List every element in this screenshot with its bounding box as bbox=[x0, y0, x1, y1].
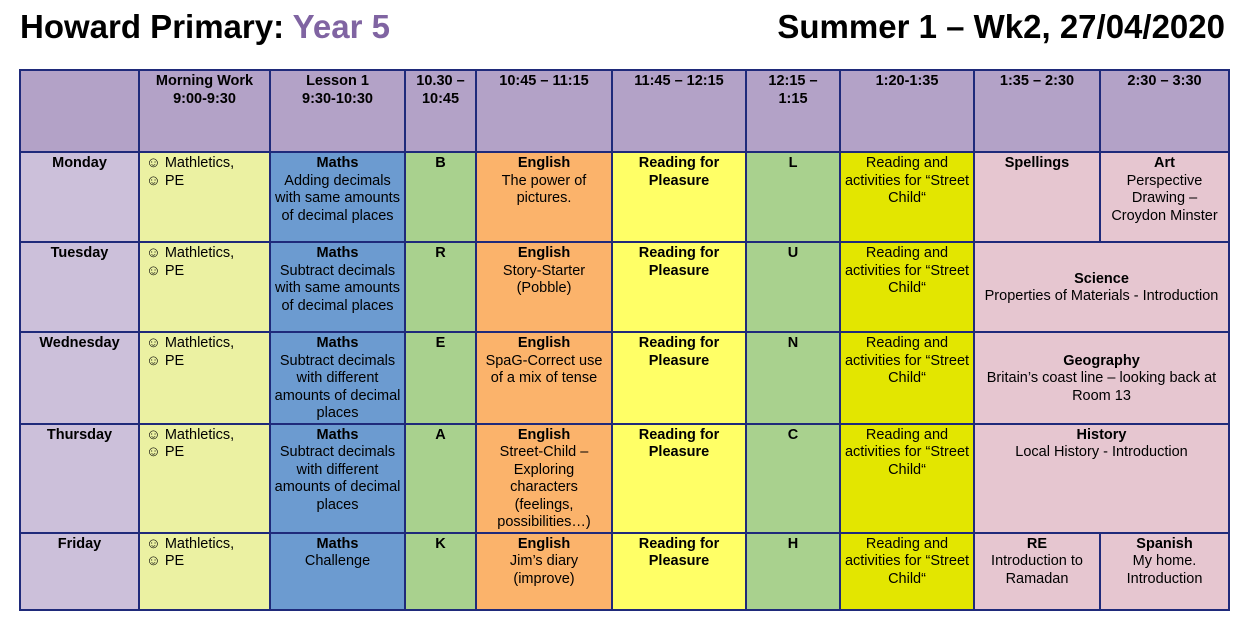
morning-work-cell bbox=[139, 332, 270, 424]
science-title: Science bbox=[1074, 270, 1129, 287]
english-body: Story-Starter (Pobble) bbox=[502, 262, 586, 296]
day-label: Thursday bbox=[20, 424, 139, 533]
day-label: Wednesday bbox=[20, 332, 139, 424]
english-body: SpaG-Correct use of a mix of tense bbox=[485, 352, 603, 386]
maths-body: Subtract decimals with different amounts of decimal places bbox=[274, 352, 401, 421]
col-header-lesson1 bbox=[270, 70, 405, 152]
break-cell: K bbox=[405, 533, 476, 610]
street-child-cell: Reading and activities for “Street Child“ bbox=[840, 152, 974, 242]
english-title: English bbox=[517, 335, 571, 351]
maths-title: Maths bbox=[316, 335, 359, 351]
timetable bbox=[19, 69, 1230, 611]
page-title bbox=[20, 8, 390, 46]
maths-cell bbox=[270, 242, 405, 332]
col-header-label: Morning Work 9:00-9:30 bbox=[155, 73, 254, 107]
maths-title: Maths bbox=[316, 155, 359, 171]
day-label: Tuesday bbox=[20, 242, 139, 332]
re-body: Introduction to Ramadan bbox=[991, 553, 1083, 587]
english-title: English bbox=[517, 535, 571, 552]
spellings-cell bbox=[974, 152, 1100, 242]
col-header-230 bbox=[1100, 70, 1229, 152]
lunch-cell: U bbox=[746, 242, 840, 332]
reading-cell: Reading for Pleasure bbox=[612, 332, 746, 424]
col-header-label: 1:35 – 2:30 bbox=[999, 73, 1075, 89]
morning-work-text: ☺ Mathletics, ☺ PE bbox=[146, 535, 235, 569]
break-cell: A bbox=[405, 424, 476, 533]
geography-cell bbox=[974, 332, 1229, 424]
art-title: Art bbox=[1154, 155, 1175, 171]
lunch-cell: L bbox=[746, 152, 840, 242]
col-header-label: 10:45 – 11:15 bbox=[499, 73, 589, 89]
english-title: English bbox=[517, 245, 571, 261]
row-monday bbox=[20, 152, 1229, 242]
morning-work-text: ☺ Mathletics, ☺ PE bbox=[146, 245, 235, 279]
term-week-date: Summer 1 – Wk2, 27/04/2020 bbox=[777, 8, 1225, 45]
row-friday bbox=[20, 533, 1229, 610]
maths-cell bbox=[270, 152, 405, 242]
maths-title: Maths bbox=[316, 426, 359, 443]
col-header-label: 11:45 – 12:15 bbox=[634, 73, 724, 89]
maths-body: Challenge bbox=[304, 553, 371, 569]
reading-cell: Reading for Pleasure bbox=[612, 152, 746, 242]
english-body: Jim’s diary (improve) bbox=[509, 553, 579, 587]
col-header-morning bbox=[139, 70, 270, 152]
geography-title: Geography bbox=[1063, 352, 1140, 369]
col-header-label: 10.30 – 10:45 bbox=[416, 73, 465, 107]
maths-cell bbox=[270, 424, 405, 533]
history-title: History bbox=[1076, 426, 1127, 443]
english-body: The power of pictures. bbox=[501, 172, 587, 206]
morning-work-cell bbox=[139, 242, 270, 332]
row-tuesday bbox=[20, 242, 1229, 332]
morning-work-text: ☺ Mathletics, ☺ PE bbox=[146, 155, 235, 189]
lunch-cell: C bbox=[746, 424, 840, 533]
history-cell bbox=[974, 424, 1229, 533]
spanish-body: My home. Introduction bbox=[1126, 553, 1203, 587]
history-body: Local History - Introduction bbox=[1015, 444, 1188, 460]
school-name: Howard Primary: bbox=[20, 8, 285, 45]
art-cell bbox=[1100, 152, 1229, 242]
maths-title: Maths bbox=[316, 245, 359, 261]
spanish-cell bbox=[1100, 533, 1229, 610]
reading-cell: Reading for Pleasure bbox=[612, 242, 746, 332]
english-cell bbox=[476, 533, 612, 610]
street-child-cell: Reading and activities for “Street Child“ bbox=[840, 242, 974, 332]
col-header-label: 1:20-1:35 bbox=[875, 73, 939, 89]
break-cell: B bbox=[405, 152, 476, 242]
col-header-break bbox=[405, 70, 476, 152]
row-thursday bbox=[20, 424, 1229, 533]
english-title: English bbox=[517, 155, 571, 171]
morning-work-cell bbox=[139, 152, 270, 242]
lunch-cell: H bbox=[746, 533, 840, 610]
col-header-1045 bbox=[476, 70, 612, 152]
english-title: English bbox=[517, 426, 571, 443]
maths-cell bbox=[270, 332, 405, 424]
street-child-cell: Reading and activities for “Street Child“ bbox=[840, 332, 974, 424]
break-cell: R bbox=[405, 242, 476, 332]
english-cell bbox=[476, 242, 612, 332]
morning-work-text: ☺ Mathletics, ☺ PE bbox=[146, 426, 235, 460]
maths-body: Subtract decimals with same amounts of decimal places bbox=[275, 262, 400, 314]
english-cell bbox=[476, 332, 612, 424]
maths-body: Subtract decimals with different amounts of decimal places bbox=[274, 444, 401, 513]
reading-cell: Reading for Pleasure bbox=[612, 424, 746, 533]
morning-work-cell bbox=[139, 424, 270, 533]
day-label: Friday bbox=[20, 533, 139, 610]
col-header-label: 12:15 – 1:15 bbox=[768, 73, 818, 107]
lunch-cell: N bbox=[746, 332, 840, 424]
morning-work-cell bbox=[139, 533, 270, 610]
maths-body: Adding decimals with same amounts of decimal places bbox=[275, 172, 400, 224]
corner-cell bbox=[20, 70, 139, 152]
col-header-1145 bbox=[612, 70, 746, 152]
spellings-title: Spellings bbox=[1004, 155, 1070, 171]
re-title: RE bbox=[1026, 535, 1048, 552]
maths-cell bbox=[270, 533, 405, 610]
english-cell bbox=[476, 152, 612, 242]
col-header-lunch bbox=[746, 70, 840, 152]
col-header-label: Lesson 1 9:30-10:30 bbox=[302, 73, 373, 107]
english-cell bbox=[476, 424, 612, 533]
col-header-label: 2:30 – 3:30 bbox=[1127, 73, 1202, 89]
col-header-135 bbox=[974, 70, 1100, 152]
year-group: Year 5 bbox=[292, 8, 390, 45]
art-body: Perspective Drawing – Croydon Minster bbox=[1111, 172, 1218, 224]
header-row bbox=[20, 70, 1229, 152]
street-child-cell: Reading and activities for “Street Child“ bbox=[840, 533, 974, 610]
maths-title: Maths bbox=[316, 535, 359, 552]
col-header-120 bbox=[840, 70, 974, 152]
spanish-title: Spanish bbox=[1136, 535, 1193, 552]
street-child-cell: Reading and activities for “Street Child“ bbox=[840, 424, 974, 533]
reading-cell: Reading for Pleasure bbox=[612, 533, 746, 610]
morning-work-text: ☺ Mathletics, ☺ PE bbox=[146, 335, 235, 369]
break-cell: E bbox=[405, 332, 476, 424]
geography-body: Britain’s coast line – looking back at Room 13 bbox=[986, 370, 1217, 404]
science-body: Properties of Materials - Introduction bbox=[984, 288, 1219, 304]
english-body: Street-Child – Exploring characters (feelings, possibilities…) bbox=[497, 444, 591, 530]
day-label: Monday bbox=[20, 152, 139, 242]
science-cell bbox=[974, 242, 1229, 332]
re-cell bbox=[974, 533, 1100, 610]
row-wednesday bbox=[20, 332, 1229, 424]
